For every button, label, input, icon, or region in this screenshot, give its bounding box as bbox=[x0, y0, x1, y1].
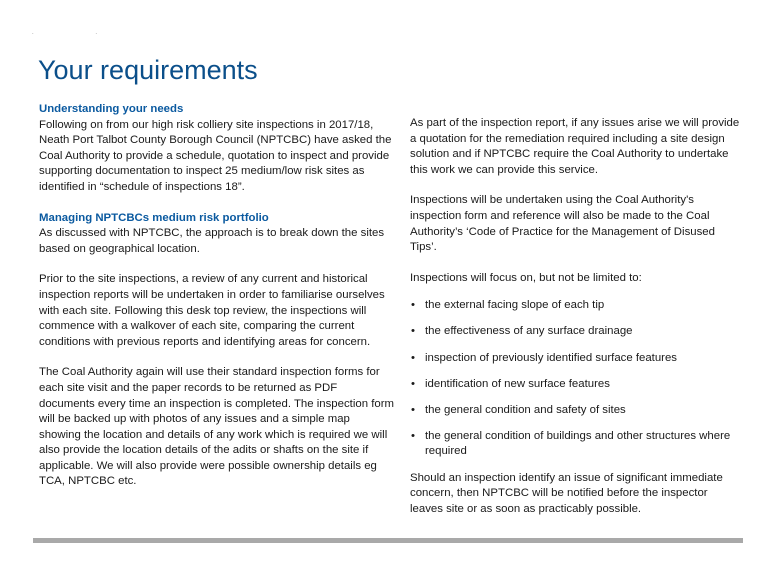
paragraph-report: As part of the inspection report, if any issues arise we will provide a quotation for the remediation required including a site design solution and if NPTCBC require the Coal Authority to undertake this work we can provide this service. bbox=[410, 117, 740, 176]
bullet-icon: • bbox=[411, 299, 415, 312]
paragraph-focus: Inspections will focus on, but not be limited to: bbox=[410, 271, 642, 284]
bullet-icon: • bbox=[411, 351, 415, 364]
corner-marks: . . bbox=[32, 30, 128, 36]
paragraph-approach: As discussed with NPTCBC, the approach is to break down the sites based on geographical location. bbox=[39, 227, 385, 255]
list-item: • inspection of previously identified surface features bbox=[410, 351, 740, 367]
bullet-icon: • bbox=[411, 377, 415, 390]
right-column bbox=[410, 116, 740, 517]
paragraph-inspection-form: Inspections will be undertaken using the Coal Authority's inspection form and reference will also be made to the Coal Authority’s ‘Code of Practice for the Management of Disused Tips’. bbox=[410, 194, 715, 254]
paragraph-concern: Should an inspection identify an issue of significant immediate concern, then NPTCBC will be notified before the inspector leaves site or as soon as practicably possible. bbox=[410, 471, 723, 515]
bullet-icon: • bbox=[411, 403, 415, 416]
bullet-icon: • bbox=[411, 429, 415, 442]
bullet-icon: • bbox=[411, 325, 415, 338]
paragraph-review: Prior to the site inspections, a review of any current and historical inspection reports will be undertaken in order to familiarise ourselves with each site. Following this desk top review, the inspections will commence with a walkover of each site, comparing the current conditions with previous reports and identifying areas for concern. bbox=[39, 273, 385, 348]
list-item: • the effectiveness of any surface drainage bbox=[410, 324, 740, 340]
left-column bbox=[39, 102, 394, 490]
list-item: • the general condition of buildings and other structures where required bbox=[411, 429, 731, 458]
page-title: Your requirements bbox=[38, 55, 258, 85]
list-item: • the general condition and safety of sites bbox=[410, 403, 740, 419]
focus-list bbox=[410, 298, 740, 460]
paragraph-forms: The Coal Authority again will use their standard inspection forms for each site visit and the paper records to be returned as PDF documents every time an inspection is completed. The inspection form will be backed up with photos of any issues and a simple map showing the location and details of any work which is required we will also provide the location details of the adits or shafts on the site if applicable. We will also provide were possible ownership details eg TCA, NPTCBC etc. bbox=[39, 366, 394, 488]
section-heading-managing: Managing NPTCBCs medium risk portfolio bbox=[39, 211, 269, 224]
footer-divider bbox=[33, 538, 743, 543]
list-item: • the external facing slope of each tip bbox=[410, 298, 740, 314]
list-item: • identification of new surface features bbox=[410, 377, 740, 393]
section-body-understanding: Following on from our high risk colliery site inspections in 2017/18, Neath Port Talbot County Borough Council (NPTCBC) have asked the Coal Authority to provide a schedule, quotation to inspect and provide supporting documentation to inspect 25 medium/low risk sites as identified in “schedule of inspections 18”. bbox=[39, 118, 392, 193]
section-heading-understanding: Understanding your needs bbox=[39, 103, 184, 115]
